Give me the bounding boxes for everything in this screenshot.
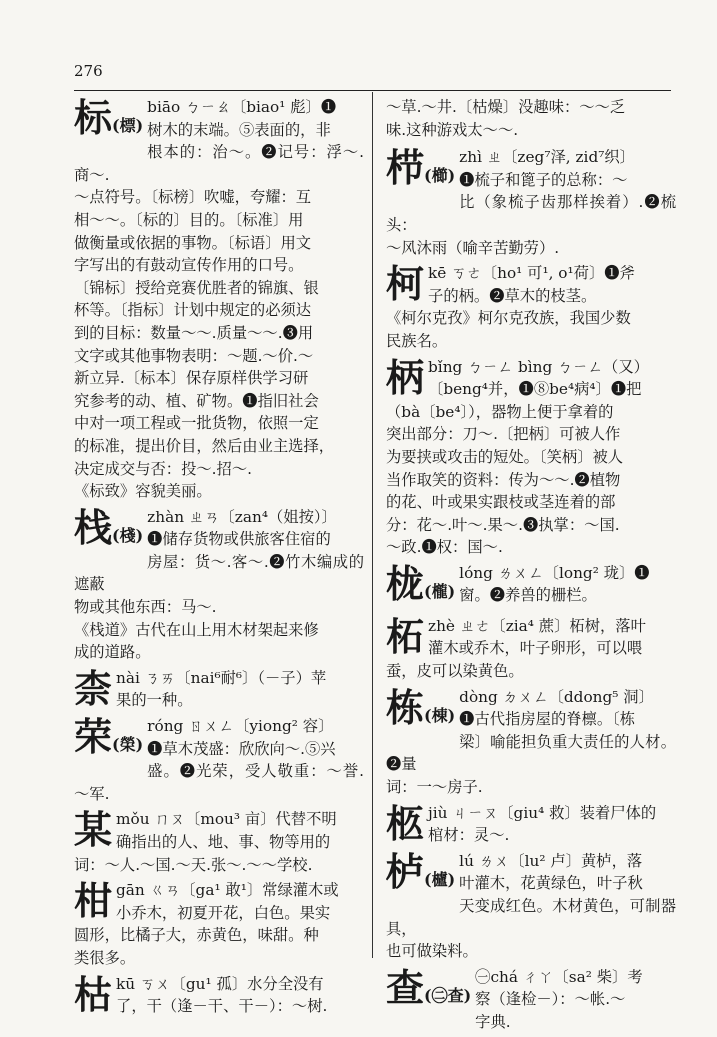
definition-line: zhàn ㄓㄢ〔zan⁴（姐按）〕 bbox=[147, 507, 337, 526]
headword-char: 枯 bbox=[74, 972, 113, 1017]
headword-char: 柄 bbox=[386, 355, 425, 400]
dictionary-entry bbox=[386, 562, 676, 612]
definition-line: bǐng ㄅㄧㄥ bìng ㄅㄧㄥ（又） bbox=[428, 357, 649, 376]
definition-line: 的花、叶或果实跟枝或茎连着的部 bbox=[386, 493, 616, 512]
headword-char: 栊 bbox=[386, 561, 425, 606]
headword-char: 某 bbox=[74, 808, 113, 853]
definition-line: （bà〔be⁴〕），器物上便于拿着的 bbox=[386, 402, 614, 421]
definition-line: gān ㄍㄢ〔ga¹ 敢¹〕常绿灌木或 bbox=[116, 881, 339, 900]
headword bbox=[74, 808, 113, 853]
definition-line: 的标准，提出价目，然后由业主选择， bbox=[74, 436, 335, 455]
headword bbox=[74, 879, 113, 924]
definition-line: 成的道路。 bbox=[74, 643, 151, 662]
headword bbox=[74, 717, 143, 765]
headword bbox=[386, 561, 456, 612]
definition-line: ～风沐雨（喻辛苦勤劳）. bbox=[386, 238, 560, 257]
definition-line: 新立异.〔标本〕保存原样供学习研 bbox=[74, 369, 309, 388]
definition-line: 察（逢检－）：～帐.～ bbox=[475, 990, 626, 1009]
definition-line: 子的柄。❷草木的枝茎。 bbox=[428, 286, 597, 305]
headword bbox=[386, 614, 425, 659]
definition-line: 决定成交与否：投～.招～. bbox=[74, 459, 252, 478]
headword-char: 柰 bbox=[74, 666, 113, 711]
definition-line: 民族名。 bbox=[386, 331, 448, 350]
headword bbox=[74, 98, 143, 146]
definition-line: kū ㄎㄨ〔gu¹ 孤〕水分全没有 bbox=[116, 974, 324, 993]
traditional-form: (櫳) bbox=[424, 581, 456, 601]
definition-line: 突出部分：刀～.〔把柄〕可被人作 bbox=[386, 425, 621, 444]
definition-line: ㊀chá ㄔㄚ〔sa² 柴〕考 bbox=[475, 967, 643, 986]
definition-line: 天变成红色。木材黄色，可制器具， bbox=[386, 897, 676, 938]
definition-line: nài ㄋㄞ〔nai⁶耐⁶〕（－子）苹 bbox=[116, 668, 327, 687]
definition-line: 叶灌木，花黄绿色，叶子秋 bbox=[459, 874, 643, 893]
definition-line: 确指出的人、地、事、物等用的 bbox=[116, 833, 331, 851]
dictionary-entry bbox=[386, 146, 676, 259]
definition-line: 也可做染料。 bbox=[386, 942, 478, 961]
headword bbox=[74, 972, 113, 1017]
header-rule bbox=[74, 90, 671, 91]
column-divider bbox=[372, 92, 373, 958]
definition-line: 圆形，比橘子大，赤黄色，味甜。种 bbox=[74, 926, 319, 945]
definition-line: 字典. bbox=[475, 1012, 511, 1031]
dictionary-entry bbox=[74, 808, 364, 876]
definition-line: 做衡量或依据的事物。〔标语〕用文 bbox=[74, 233, 312, 252]
traditional-form: (㊁查) bbox=[424, 985, 472, 1005]
definition-line: 分：花～.叶～.果～.❸执掌：～国. bbox=[386, 515, 620, 534]
definition-line: 盛。❷光荣，受人敬重：～誉.～军. bbox=[74, 762, 364, 803]
traditional-form: (棧) bbox=[112, 525, 144, 545]
definition-line: ～草.～井.〔枯燥〕没趣味：～～乏 bbox=[386, 98, 626, 116]
dictionary-entry bbox=[74, 506, 364, 664]
definition-line: 字写出的有鼓动宣传作用的口号。 bbox=[74, 256, 304, 275]
definition-line: 物或其他东西：马～. bbox=[74, 598, 217, 617]
definition-line: 杯等。〔指标〕计划中规定的必须达 bbox=[74, 301, 312, 320]
definition-line: 词：～人.～国.～天.张～.～～学校. bbox=[74, 855, 313, 874]
dictionary-entry bbox=[74, 715, 364, 805]
headword bbox=[386, 355, 425, 400]
dictionary-entry bbox=[74, 667, 364, 712]
dictionary-entry bbox=[386, 802, 676, 847]
dictionary-entry bbox=[386, 850, 676, 963]
definition-line: 比（象梳子齿那样挨着）.❷梳头： bbox=[386, 193, 676, 234]
definition-line: 树木的末端。⑤表面的，非 bbox=[147, 120, 331, 139]
definition-line: 类很多。 bbox=[74, 948, 136, 967]
definition-line: lú ㄌㄨ〔lu² 卢〕黄栌，落 bbox=[459, 851, 643, 870]
definition-line: róng ㄖㄨㄥ〔yiong² 容〕 bbox=[147, 717, 334, 736]
definition-line: kē ㄎㄜ〔ho¹ 可¹, o¹荷〕❶斧 bbox=[428, 264, 635, 283]
definition-line: 《标致》容貌美丽。 bbox=[74, 482, 212, 501]
dictionary-entry bbox=[386, 262, 676, 352]
definition-line: 了，干（逢－干、干－）：～树. bbox=[116, 997, 328, 1016]
definition-line: ～政.❶权：国～. bbox=[386, 538, 503, 557]
definition-line: 房屋：货～.客～.❷竹木编成的遮蔽 bbox=[74, 552, 364, 594]
headword-char: 柘 bbox=[386, 614, 425, 659]
dictionary-entry bbox=[386, 356, 676, 559]
headword bbox=[74, 505, 144, 556]
headword bbox=[74, 666, 113, 711]
traditional-form: (榮) bbox=[112, 735, 144, 755]
definition-line: ❶古代指房屋的脊檩。〔栋 bbox=[459, 710, 636, 729]
headword-char: 栋 bbox=[386, 685, 425, 730]
headword-char: 查 bbox=[386, 965, 425, 1010]
definition-line: ❶储存货物或供旅客住宿的 bbox=[147, 530, 331, 549]
definition-line: 梁〕喻能担负重大责任的人材。❷量 bbox=[386, 732, 676, 774]
traditional-form: (櫨) bbox=[424, 869, 456, 889]
definition-line: ❶草木茂盛：欣欣向～.⑤兴 bbox=[147, 739, 336, 758]
headword-char: 柩 bbox=[386, 801, 425, 846]
definition-line: 〔beng⁴并，❶⑧be⁴病⁴〕❶把 bbox=[428, 380, 642, 399]
traditional-form: (櫛) bbox=[424, 166, 456, 186]
definition-line: 果的一种。 bbox=[116, 691, 193, 710]
definition-line: ❶梳子和篦子的总称：～ bbox=[459, 170, 628, 189]
headword bbox=[386, 965, 472, 1016]
definition-line: 味.这种游戏太～～. bbox=[386, 120, 519, 139]
definition-line: 〔锦标〕授给竞赛优胜者的锦旗、银 bbox=[74, 278, 319, 297]
headword bbox=[386, 262, 425, 307]
headword bbox=[386, 849, 456, 900]
right-column bbox=[386, 96, 676, 1037]
definition-line: jiù ㄐㄧㄡ〔giu⁴ 救〕装着尸体的 bbox=[428, 803, 657, 822]
left-column bbox=[74, 96, 364, 1021]
definition-line: 为要挟或攻击的短处。〔笑柄〕被人 bbox=[386, 447, 624, 466]
dictionary-entry bbox=[74, 96, 364, 503]
definition-line: 《栈道》古代在山上用木材架起来修 bbox=[74, 620, 319, 639]
headword bbox=[386, 685, 456, 736]
definition-line: 小乔木，初夏开花，白色。果实 bbox=[116, 903, 331, 922]
definition-line: 中对一项工程或一批货物，依照一定 bbox=[74, 414, 319, 433]
continuation-text bbox=[386, 96, 676, 141]
definition-line: 词：一～房子. bbox=[386, 778, 483, 797]
dictionary-entry bbox=[74, 973, 364, 1018]
traditional-form: (棟) bbox=[424, 705, 456, 725]
headword-char: 栈 bbox=[74, 505, 113, 550]
headword bbox=[386, 801, 425, 846]
definition-line: 到的目标：数量～～.质量～～.❸用 bbox=[74, 323, 314, 342]
dictionary-entry bbox=[74, 879, 364, 969]
headword-char: 栉 bbox=[386, 146, 425, 191]
headword-char: 栌 bbox=[386, 849, 425, 894]
definition-line: 根本的：治～。❷记号：浮～.商～. bbox=[74, 143, 364, 184]
definition-line: 灌木或乔木，叶子卵形，可以喂 bbox=[428, 639, 643, 658]
dictionary-entry bbox=[386, 615, 676, 683]
definition-line: lóng ㄌㄨㄥ〔long² 珑〕❶ bbox=[459, 563, 650, 582]
definition-line: dòng ㄉㄨㄥ〔ddong⁵ 洞〕 bbox=[459, 687, 654, 706]
traditional-form: (標) bbox=[112, 116, 144, 135]
definition-line: zhè ㄓㄜ〔zia⁴ 蔗〕柘树，落叶 bbox=[428, 616, 646, 635]
headword-char: 柑 bbox=[74, 879, 113, 924]
dictionary-entry bbox=[386, 686, 676, 799]
definition-line: biāo ㄅㄧㄠ〔biao¹ 彪〕❶ bbox=[147, 98, 337, 116]
definition-line: 蚕，皮可以染黄色。 bbox=[386, 662, 524, 681]
headword-char: 柯 bbox=[386, 262, 425, 307]
headword-char: 标 bbox=[74, 96, 113, 140]
definition-line: 窗。❷养兽的栅栏。 bbox=[459, 586, 597, 605]
definition-line: ～点符号。〔标榜〕吹嘘，夸耀：互 bbox=[74, 188, 312, 207]
headword-char: 荣 bbox=[74, 715, 113, 760]
definition-line: 棺材：灵～. bbox=[428, 826, 510, 845]
definition-line: 相～～。〔标的〕目的。〔标准〕用 bbox=[74, 210, 304, 229]
dictionary-entry bbox=[386, 966, 676, 1034]
definition-line: 当作取笑的资料：传为～～.❷植物 bbox=[386, 470, 621, 489]
headword bbox=[386, 148, 455, 196]
definition-line: zhì ㄓ〔zeg⁷泽, zid⁷织〕 bbox=[459, 148, 635, 167]
definition-line: 究参考的动、植、矿物。❶指旧社会 bbox=[74, 391, 319, 410]
definition-line: 文字或其他事物表明：～题.～价.～ bbox=[74, 346, 314, 365]
page-number: 276 bbox=[74, 62, 103, 80]
definition-line: 《柯尔克孜》柯尔克孜族，我国少数 bbox=[386, 309, 631, 328]
definition-line: mǒu ㄇㄡ〔mou³ 亩〕代替不明 bbox=[116, 810, 337, 829]
